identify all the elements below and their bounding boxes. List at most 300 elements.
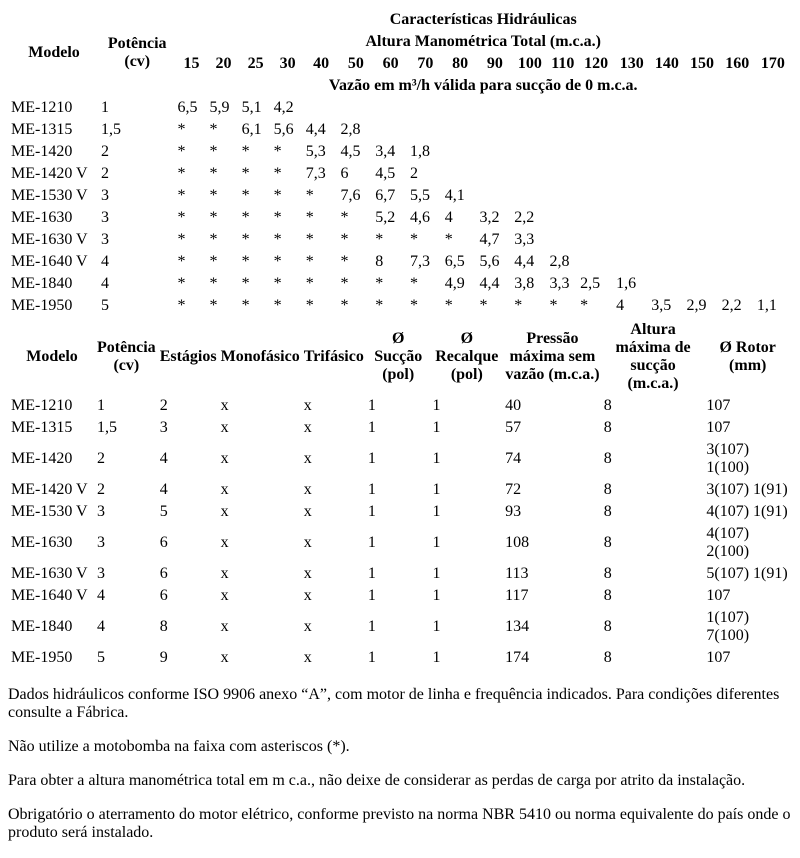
flow-cell: [579, 98, 613, 118]
flow-cell: [721, 252, 754, 272]
flow-cell: [615, 208, 648, 228]
flow-cell: *: [209, 297, 218, 314]
table-row: [10, 164, 790, 184]
spec-cell: 2: [97, 450, 106, 467]
spec-cell: 57: [505, 419, 522, 436]
head-value-150: 150: [690, 55, 715, 72]
flow-cell: [615, 252, 648, 272]
spec-cell: x: [220, 419, 229, 436]
spec-cell: 4(107) 2(100): [706, 525, 750, 560]
head-value-110: 110: [551, 55, 575, 72]
flow-cell: [721, 208, 754, 228]
flow-cell: [548, 164, 577, 184]
spec-cell: 3(107) 1(91): [706, 481, 788, 498]
modelo-header: Modelo: [28, 44, 80, 61]
spec-cell: 3: [97, 503, 106, 520]
spec-cell: 1: [367, 397, 376, 414]
flow-cell: [615, 164, 648, 184]
flow-cell: *: [177, 275, 186, 292]
flow-cell: [721, 142, 754, 162]
flow-cell: *: [177, 165, 186, 182]
spec-cell: 74: [505, 450, 522, 467]
spec-cell: x: [303, 450, 312, 467]
footnotes: [8, 686, 792, 842]
spec-cell: ME-1420: [11, 450, 73, 467]
table-row: [10, 564, 790, 584]
flow-cell: [548, 142, 577, 162]
model-cell: ME-1950: [11, 297, 73, 314]
flow-cell: *: [177, 231, 186, 248]
flow-cell: [339, 98, 372, 118]
flow-cell: [756, 208, 790, 228]
spec-cell: x: [303, 649, 312, 666]
flow-cell: 2,2: [514, 209, 535, 226]
flow-cell: [650, 142, 683, 162]
head-value-25: 25: [247, 55, 264, 72]
spec-cell: 1: [367, 565, 376, 582]
head-value-60: 60: [382, 55, 399, 72]
spec-cell: 1: [432, 481, 441, 498]
spec-cell: 1,5: [97, 419, 118, 436]
spec-cell: ME-1840: [11, 618, 73, 635]
flow-cell: *: [177, 121, 186, 138]
spec-cell: 8: [603, 419, 612, 436]
flow-cell: [756, 230, 790, 250]
flow-cell: [756, 98, 790, 118]
flow-cell: *: [273, 187, 282, 204]
spec-cell: x: [303, 481, 312, 498]
flow-cell: 5,6: [273, 121, 294, 138]
flow-cell: [721, 120, 754, 140]
model-cell: ME-1530 V: [11, 187, 88, 204]
table-row: [10, 98, 790, 118]
hydraulic-title: Características Hidráulicas: [389, 11, 577, 28]
flow-cell: 6: [340, 165, 349, 182]
flow-cell: *: [209, 165, 218, 182]
flow-cell: [721, 230, 754, 250]
footnote-4: Obrigatório o aterramento do motor elétrico, conforme previsto na norma NBR 5410 ou norma equivalente do país onde o produto será instalado.: [8, 806, 791, 841]
table-row: [10, 252, 790, 272]
flow-cell: 2,5: [580, 275, 601, 292]
power-cell: 3: [101, 187, 110, 204]
flow-cell: [479, 186, 512, 206]
head-value-40: 40: [313, 55, 330, 72]
model-cell: ME-1420: [11, 143, 73, 160]
spec-cell: x: [220, 481, 229, 498]
model-cell: ME-1210: [11, 99, 73, 116]
flow-cell: [548, 98, 577, 118]
spec-cell: ME-1530 V: [11, 503, 88, 520]
table-row: [10, 120, 790, 140]
flow-cell: [305, 98, 338, 118]
flow-cell: [548, 186, 577, 206]
flow-cell: 2,8: [340, 121, 361, 138]
spec-cell: x: [303, 534, 312, 551]
spec-cell: 8: [603, 481, 612, 498]
flow-cell: *: [241, 165, 250, 182]
head-value-170: 170: [760, 55, 785, 72]
spec-header-8: Altura máxima de sucção (m.c.a.): [615, 321, 691, 392]
spec-cell: x: [303, 565, 312, 582]
flow-cell: [756, 164, 790, 184]
flow-cell: [579, 186, 613, 206]
footnote-2: Não utilize a motobomba na faixa com asteriscos (*).: [8, 738, 350, 755]
flow-cell: *: [305, 209, 314, 226]
head-value-140: 140: [654, 55, 679, 72]
page: [8, 8, 792, 842]
flow-cell: 5,9: [209, 99, 230, 116]
spec-cell: 8: [159, 618, 168, 635]
flow-cell: *: [444, 231, 453, 248]
flow-cell: *: [549, 297, 558, 314]
spec-cell: 1: [432, 649, 441, 666]
table-row: [10, 274, 790, 294]
spec-cell: 8: [603, 503, 612, 520]
model-cell: ME-1640 V: [11, 253, 88, 270]
flow-cell: [479, 164, 512, 184]
flow-cell: *: [177, 187, 186, 204]
spec-cell: x: [220, 534, 229, 551]
flow-cell: 8: [375, 253, 384, 270]
potencia-header: Potência (cv): [107, 35, 167, 70]
flow-cell: 4,9: [444, 275, 465, 292]
table-row: [10, 142, 790, 162]
power-cell: 2: [101, 165, 110, 182]
flow-cell: 3,3: [514, 231, 535, 248]
flow-cell: [444, 142, 477, 162]
head-value-70: 70: [417, 55, 434, 72]
spec-cell: 107: [706, 649, 731, 666]
flow-cell: [650, 230, 683, 250]
flow-cell: [685, 208, 718, 228]
flow-cell: *: [241, 209, 250, 226]
model-cell: ME-1420 V: [11, 165, 88, 182]
flow-cell: *: [273, 165, 282, 182]
flow-cell: [685, 120, 718, 140]
flow-cell: [685, 274, 718, 294]
flow-cell: 5,2: [375, 209, 396, 226]
flow-cell: *: [273, 231, 282, 248]
flow-cell: *: [305, 231, 314, 248]
flow-cell: [721, 164, 754, 184]
table-row: [10, 296, 790, 316]
spec-cell: 8: [603, 534, 612, 551]
spec-cell: 4: [97, 618, 106, 635]
spec-cell: 1: [367, 419, 376, 436]
spec-cell: 1: [432, 587, 441, 604]
spec-header-0: Modelo: [26, 348, 78, 365]
table-row: [10, 230, 790, 250]
flow-cell: *: [273, 297, 282, 314]
spec-cell: x: [303, 503, 312, 520]
spec-cell: x: [303, 587, 312, 604]
flow-cell: *: [241, 231, 250, 248]
power-cell: 3: [101, 231, 110, 248]
flow-cell: *: [273, 209, 282, 226]
table-row: [10, 186, 790, 206]
flow-cell: 2,2: [721, 297, 742, 314]
flow-cell: 4,4: [514, 253, 535, 270]
flow-cell: [756, 186, 790, 206]
flow-cell: 4,6: [410, 209, 430, 226]
flow-cell: *: [209, 121, 218, 138]
table-row: [10, 586, 790, 606]
flow-cell: [513, 120, 546, 140]
flow-cell: 4,1: [444, 187, 465, 204]
head-value-20: 20: [215, 55, 232, 72]
spec-cell: 1(107) 7(100): [706, 609, 750, 644]
spec-cell: 5: [97, 649, 106, 666]
flow-cell: 2,8: [549, 253, 570, 270]
flow-cell: *: [209, 209, 218, 226]
flow-cell: 5,6: [479, 253, 500, 270]
flow-cell: *: [305, 275, 314, 292]
spec-cell: x: [220, 649, 229, 666]
head-subtitle: Altura Manométrica Total (m.c.a.): [365, 33, 601, 50]
flow-cell: *: [340, 275, 349, 292]
spec-cell: 6: [159, 565, 168, 582]
flow-cell: [756, 120, 790, 140]
flow-cell: [615, 120, 648, 140]
flow-cell: *: [177, 143, 186, 160]
flow-cell: [756, 142, 790, 162]
head-value-15: 15: [183, 55, 200, 72]
model-cell: ME-1630 V: [11, 231, 88, 248]
flow-cell: *: [479, 297, 488, 314]
spec-cell: 1: [367, 450, 376, 467]
flow-cell: *: [241, 297, 250, 314]
head-value-130: 130: [619, 55, 644, 72]
flow-cell: 3,5: [651, 297, 672, 314]
flow-cell: *: [177, 297, 186, 314]
table-row: [10, 524, 790, 562]
flow-cell: [650, 98, 683, 118]
flow-cell: 7,3: [305, 165, 326, 182]
flow-cell: *: [241, 253, 250, 270]
power-cell: 4: [101, 253, 110, 270]
flow-cell: 6,7: [375, 187, 396, 204]
spec-cell: 6: [159, 587, 168, 604]
flow-note: Vazão em m³/h válida para sucção de 0 m.c.a.: [328, 77, 638, 94]
spec-cell: 107: [706, 419, 731, 436]
flow-cell: [650, 186, 683, 206]
flow-cell: 3,2: [479, 209, 500, 226]
flow-cell: [685, 164, 718, 184]
flow-cell: *: [177, 209, 186, 226]
spec-cell: 134: [505, 618, 530, 635]
spec-header-6: Ø Recalque (pol): [435, 330, 499, 383]
spec-cell: 72: [505, 481, 522, 498]
flow-cell: *: [177, 253, 186, 270]
flow-cell: *: [340, 231, 349, 248]
flow-cell: *: [514, 297, 523, 314]
flow-cell: *: [209, 275, 218, 292]
spec-cell: 8: [603, 397, 612, 414]
power-cell: 4: [101, 275, 110, 292]
specs-table: [8, 318, 792, 670]
flow-cell: [579, 142, 613, 162]
spec-cell: 6: [159, 534, 168, 551]
flow-cell: [685, 230, 718, 250]
flow-cell: 4: [616, 297, 625, 314]
flow-cell: 4,5: [340, 143, 361, 160]
power-cell: 1: [101, 99, 110, 116]
flow-cell: [615, 142, 648, 162]
flow-cell: [548, 208, 577, 228]
spec-cell: 4: [97, 587, 106, 604]
table-row: [10, 396, 790, 416]
flow-cell: [513, 98, 546, 118]
flow-cell: *: [209, 253, 218, 270]
spec-cell: x: [220, 397, 229, 414]
flow-cell: [650, 274, 683, 294]
spec-cell: 108: [505, 534, 530, 551]
flow-cell: [548, 230, 577, 250]
spec-cell: 4: [159, 450, 168, 467]
spec-cell: 40: [505, 397, 522, 414]
footnote-3: Para obter a altura manométrica total em m c.a., não deixe de considerar as perdas de carga por atrito da instalação.: [8, 772, 746, 789]
flow-cell: [650, 252, 683, 272]
flow-cell: *: [580, 297, 589, 314]
table-row: [10, 608, 790, 646]
flow-cell: *: [340, 253, 349, 270]
model-cell: ME-1630: [11, 209, 73, 226]
flow-cell: *: [241, 187, 250, 204]
flow-cell: *: [444, 297, 453, 314]
flow-cell: 3,8: [514, 275, 535, 292]
flow-cell: 4,4: [479, 275, 500, 292]
spec-cell: x: [220, 450, 229, 467]
footnote-1: Dados hidráulicos conforme ISO 9906 anexo “A”, com motor de linha e frequência indicados. Para condições diferentes consulte a Fábrica.: [8, 686, 780, 721]
flow-cell: 5,5: [410, 187, 430, 204]
spec-header-3: Monofásico: [220, 348, 300, 365]
flow-cell: 1,8: [410, 143, 430, 160]
flow-cell: 3,3: [549, 275, 570, 292]
flow-cell: *: [375, 297, 384, 314]
spec-cell: 1: [367, 618, 376, 635]
flow-cell: 6,5: [444, 253, 465, 270]
flow-cell: [409, 98, 442, 118]
flow-cell: [615, 98, 648, 118]
spec-cell: 8: [603, 649, 612, 666]
table-row: [10, 480, 790, 500]
spec-header-2: Estágios: [159, 348, 217, 365]
flow-cell: [409, 120, 442, 140]
model-cell: ME-1840: [11, 275, 73, 292]
spec-cell: 3: [159, 419, 168, 436]
spec-cell: 107: [706, 587, 731, 604]
spec-cell: 2: [97, 481, 106, 498]
spec-cell: x: [220, 503, 229, 520]
spec-cell: 1: [367, 481, 376, 498]
spec-cell: 4(107) 1(91): [706, 503, 788, 520]
power-cell: 3: [101, 209, 110, 226]
flow-cell: [479, 142, 512, 162]
flow-cell: 2,9: [686, 297, 707, 314]
spec-cell: x: [303, 397, 312, 414]
power-cell: 5: [101, 297, 110, 314]
flow-cell: *: [410, 297, 418, 314]
spec-cell: x: [220, 587, 229, 604]
spec-cell: 1: [432, 450, 441, 467]
spec-header-4: Trifásico: [303, 348, 364, 365]
spec-cell: 9: [159, 649, 168, 666]
flow-cell: [650, 120, 683, 140]
head-value-80: 80: [452, 55, 469, 72]
spec-cell: 1: [367, 534, 376, 551]
flow-cell: [548, 120, 577, 140]
spec-cell: ME-1630 V: [11, 565, 88, 582]
spec-cell: 1: [367, 587, 376, 604]
flow-cell: [579, 208, 613, 228]
flow-cell: *: [375, 275, 384, 292]
flow-cell: [579, 120, 613, 140]
spec-cell: 1: [432, 419, 441, 436]
head-value-160: 160: [725, 55, 750, 72]
flow-cell: [513, 164, 546, 184]
flow-cell: 4,7: [479, 231, 500, 248]
spec-cell: 93: [505, 503, 522, 520]
spec-cell: 117: [505, 587, 529, 604]
spec-cell: ME-1640 V: [11, 587, 88, 604]
flow-cell: [721, 274, 754, 294]
spec-cell: 5(107) 1(91): [706, 565, 788, 582]
flow-cell: 1,6: [616, 275, 637, 292]
flow-cell: 2: [410, 165, 418, 182]
spec-cell: x: [220, 618, 229, 635]
flow-cell: [479, 98, 512, 118]
flow-cell: [374, 120, 407, 140]
flow-cell: [685, 98, 718, 118]
flow-cell: [615, 186, 648, 206]
flow-cell: [579, 230, 613, 250]
spec-cell: 8: [603, 450, 612, 467]
flow-cell: *: [305, 253, 314, 270]
spec-cell: 1: [432, 534, 441, 551]
flow-cell: [579, 164, 613, 184]
power-cell: 2: [101, 143, 110, 160]
table-row: [10, 208, 790, 228]
spec-cell: ME-1420 V: [11, 481, 88, 498]
flow-cell: [479, 120, 512, 140]
flow-cell: 7,3: [410, 253, 430, 270]
flow-cell: *: [410, 231, 418, 248]
flow-cell: [615, 230, 648, 250]
flow-cell: *: [340, 209, 349, 226]
flow-cell: *: [209, 143, 218, 160]
flow-cell: *: [241, 275, 250, 292]
spec-cell: 113: [505, 565, 529, 582]
spec-cell: 8: [603, 618, 612, 635]
spec-cell: 1: [367, 649, 376, 666]
table-row: [10, 648, 790, 668]
spec-cell: 3: [97, 565, 106, 582]
spec-header-9: Ø Rotor (mm): [719, 339, 776, 374]
spec-cell: 4: [159, 481, 168, 498]
flow-cell: *: [241, 143, 250, 160]
head-value-50: 50: [347, 55, 364, 72]
spec-cell: ME-1950: [11, 649, 73, 666]
spec-cell: 1: [432, 565, 441, 582]
spec-cell: 5: [159, 503, 168, 520]
flow-cell: *: [209, 231, 218, 248]
flow-cell: *: [273, 275, 282, 292]
flow-cell: [444, 164, 477, 184]
spec-cell: ME-1210: [11, 397, 73, 414]
spec-cell: ME-1315: [11, 419, 73, 436]
flow-cell: [756, 252, 790, 272]
flow-cell: *: [305, 297, 314, 314]
